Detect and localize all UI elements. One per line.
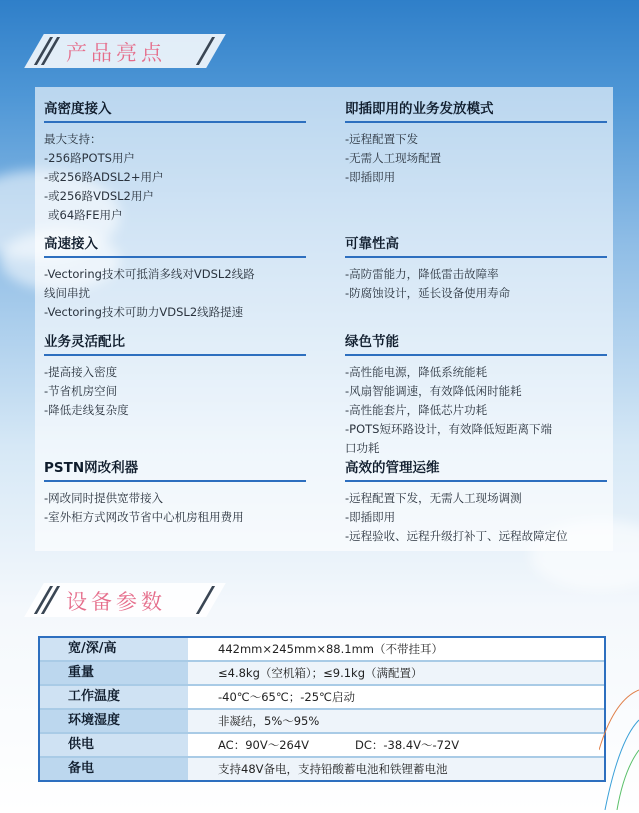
spec-value: 支持48V备电，支持铅酸蓄电池和铁锂蓄电池 [188,758,604,780]
feature-line: -远程配置下发 [345,132,419,146]
feature-title: 高效的管理运维 [345,460,440,476]
decorative-curves-icon [599,640,639,810]
feature-flexible-ratio [44,332,306,420]
table-row [40,686,604,710]
spec-key: 宽/深/高 [40,638,188,660]
feature-line: -Vectoring技术可抵消多线对VDSL2线路 [44,267,255,281]
feature-title: 可靠性高 [345,236,399,252]
feature-line: -高性能套片，降低芯片功耗 [345,403,488,417]
feature-pstn [44,458,306,527]
feature-plug-and-play [345,99,607,187]
feature-management [345,458,607,546]
feature-title: 绿色节能 [345,334,399,350]
feature-line: -提高接入密度 [44,365,118,379]
section-header-highlights [34,34,216,68]
spec-value: -40℃～65℃；-25℃启动 [218,690,355,704]
feature-line: -高性能电源，降低系统能耗 [345,365,488,379]
feature-line: -Vectoring技术可助力VDSL2线路提速 [44,305,244,319]
feature-title: PSTN网改利器 [44,460,139,476]
feature-line: -远程配置下发，无需人工现场调测 [345,491,522,505]
feature-title: 高密度接入 [44,101,112,117]
table-row [40,662,604,686]
spec-table [38,636,606,782]
feature-line: -即插即用 [345,170,396,184]
feature-line: -即插即用 [345,510,396,524]
table-row [40,710,604,734]
feature-line: -网改同时提供宽带接入 [44,491,164,505]
table-row [40,758,604,780]
table-row [40,638,604,662]
feature-line: 线间串扰 [44,286,90,300]
feature-high-density [44,99,306,225]
section-header-specs [34,583,216,617]
feature-line: -节省机房空间 [44,384,118,398]
spec-value-dc: DC：-38.4V～-72V [355,738,460,752]
feature-line: -或256路ADSL2+用户 [44,170,164,184]
feature-line: -室外柜方式网改节省中心机房租用费用 [44,510,244,524]
feature-title: 高速接入 [44,236,98,252]
feature-line: 最大支持： [44,132,102,146]
spec-value-ac: AC：90V～264V [218,738,310,752]
feature-green-energy [345,332,607,458]
feature-line: -风扇智能调速，有效降低闲时能耗 [345,384,522,398]
spec-key: 重量 [40,662,188,684]
feature-high-speed [44,234,306,322]
feature-line: -无需人工现场配置 [345,151,442,165]
feature-reliability [345,234,607,303]
table-row [40,734,604,758]
feature-line: -256路POTS用户 [44,151,135,165]
section-title-highlights: 产品亮点 [66,41,166,65]
feature-line: -防腐蚀设计，延长设备使用寿命 [345,286,511,300]
feature-line: 或64路FE用户 [48,208,123,222]
feature-line: -降低走线复杂度 [44,403,129,417]
feature-line: 口功耗 [345,441,380,455]
feature-line: -POTS短环路设计，有效降低短距离下端 [345,422,552,436]
spec-key: 工作温度 [40,686,188,708]
feature-line: -高防雷能力，降低雷击故障率 [345,267,499,281]
section-title-specs: 设备参数 [66,590,166,614]
spec-key: 供电 [40,734,188,756]
feature-title: 即插即用的业务发放模式 [345,101,494,117]
spec-value: 非凝结，5%～95% [188,710,604,732]
spec-key: 环境湿度 [40,710,188,732]
spec-value: ≤4.8kg（空机箱）；≤9.1kg（满配置） [188,662,604,684]
feature-line: -或256路VDSL2用户 [44,189,154,203]
feature-line: -远程验收、远程升级打补丁、远程故障定位 [345,529,568,543]
spec-key: 备电 [40,758,188,780]
spec-value: 442mm×245mm×88.1mm（不带挂耳） [218,642,443,656]
feature-title: 业务灵活配比 [44,334,125,350]
